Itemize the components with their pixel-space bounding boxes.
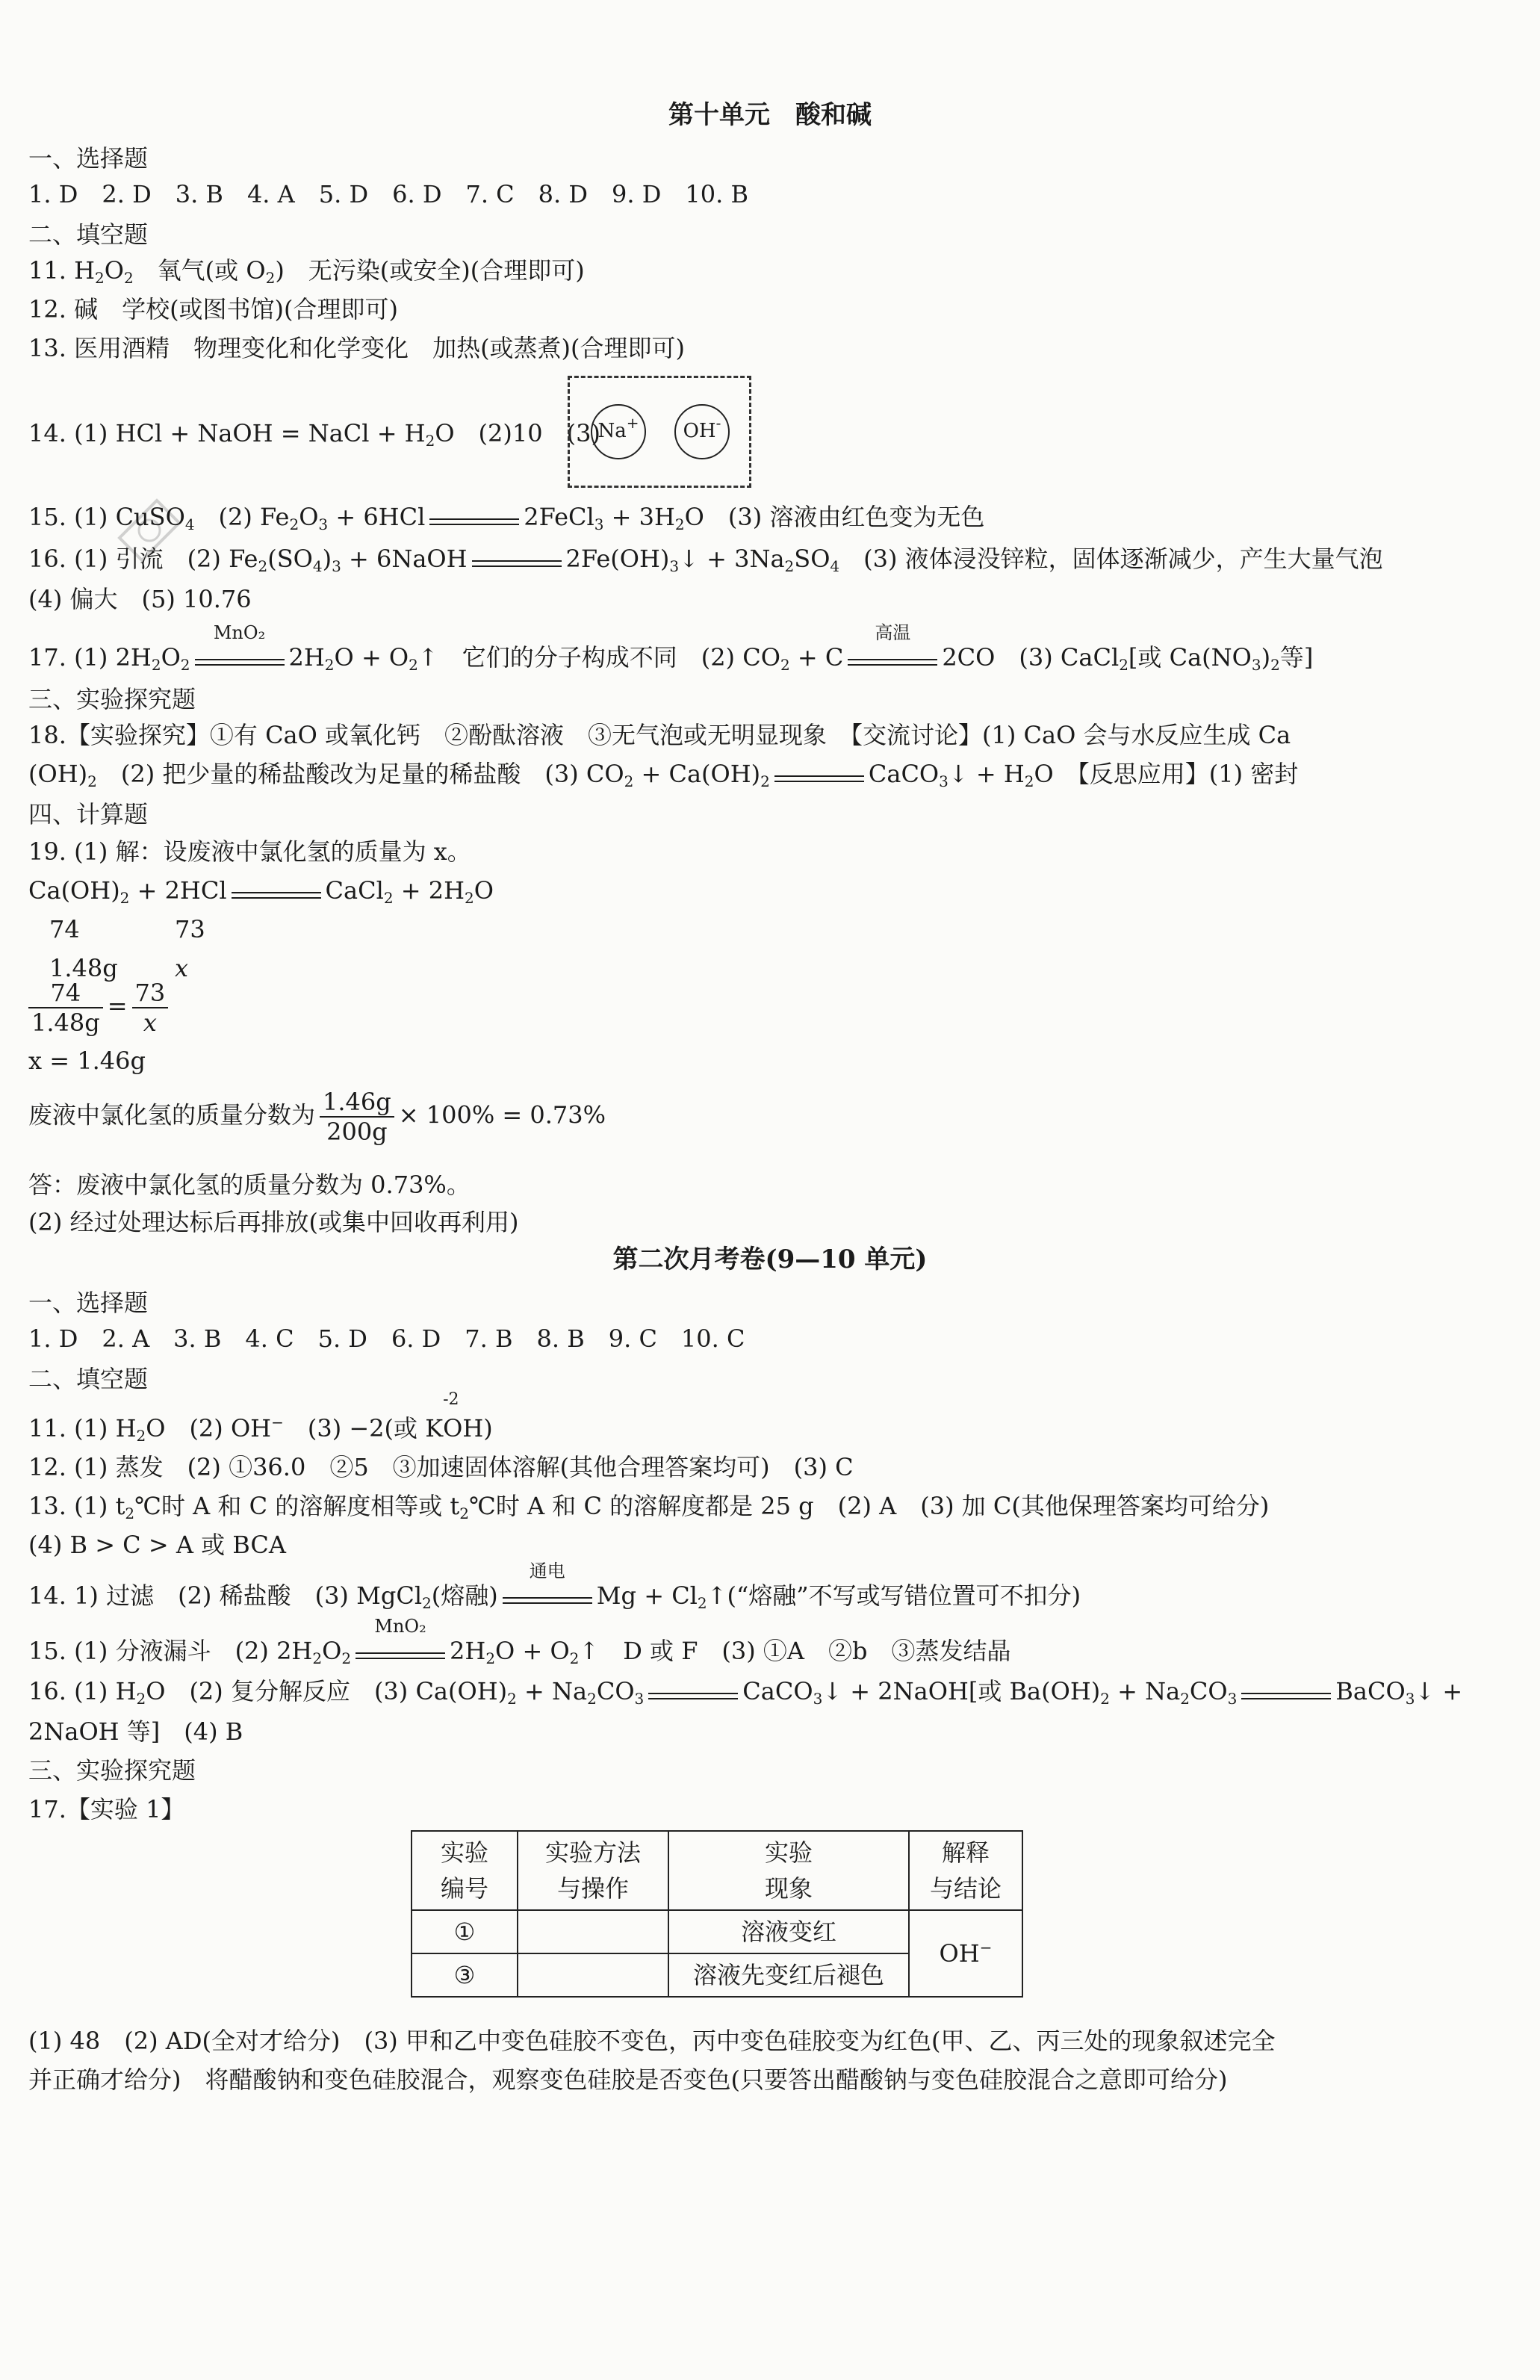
unit10-q16: 16. (1) 引流 (2) $Fe_2(SO_4)_3$ + 6NaOH $2Fe(OH)_3↓ + 3Na_2SO_4$ (3) 液体浸没锌粒，固体逐渐减少，产生大量气泡 — [28, 545, 1383, 575]
table-cell — [518, 1953, 668, 1997]
exam2-q13: 13. (1) $t_2℃$时 A 和 C 的溶解度相等或 $t_2℃$时 A 和 C 的溶解度都是 25 g (2) A (3) 加 C(其他保理答案均可给分) — [28, 1492, 1270, 1522]
unit10-q15: 15. (1) CuSO$_4$ (2) $Fe_2O_3 + 6HCl$ 2FeCl$_3$ + $3H_2O$ (3) 溶液由红色变为无色 — [28, 503, 985, 533]
hydroxide-ion-circle: OH- — [674, 404, 730, 459]
unit10-q13: 13. 医用酒精 物理变化和化学变化 加热(或蒸煮)(合理即可) — [28, 334, 686, 362]
unit10-q19-mass-ca: 74 — [49, 915, 80, 943]
table-cell: 溶液变红 — [668, 1910, 909, 1953]
unit10-q19-percent: 废液中氯化氢的质量分数为 $\frac{1.46g}{200g}$ × 100% = 0.73% — [28, 1088, 606, 1146]
table-cell-conclusion: OH− — [909, 1910, 1022, 1997]
unit10-q11: 11. $H_2O_2$ 氧气(或 $O_2$) 无污染(或安全)(合理即可) — [28, 256, 585, 287]
sodium-ion-circle: Na+ — [591, 404, 646, 459]
table-header-row — [412, 1831, 1022, 1910]
unit10-q19-value-ca: 1.48g — [49, 954, 118, 982]
catalyst-condition: MnO₂ — [195, 645, 285, 666]
unit10-q18-line1: 18.【实验探究】①有 CaO 或氧化钙 ②酚酞溶液 ③无气泡或无明显现象 【交流讨论】(1) CaO 会与水反应生成 Ca — [28, 721, 1291, 749]
unit10-q19-intro: 19. (1) 解：设废液中氯化氢的质量为 x。 — [28, 837, 471, 866]
table-header-cell: 实验 现象 — [668, 1831, 909, 1910]
catalyst-condition: MnO₂ — [355, 1639, 445, 1659]
exam2-q17: 17.【实验 1】 — [28, 1795, 185, 1823]
table-header-cell: 解释 与结论 — [909, 1831, 1022, 1910]
exam2-section-fill: 二、填空题 — [28, 1365, 149, 1393]
unit10-q17: 17. (1) $2H_2O_2$ MnO₂ $2H_2O$ + $O_2↑$ 它们的分子构成不同 (2) $CO_2 + C$ 高温 2CO (3) CaCl$_2$[或 $Ca(NO_3)_2$等] — [28, 622, 1314, 674]
exam2-q17-answer-line2: 并正确才给分) 将醋酸钠和变色硅胶混合，观察变色硅胶是否变色(只要答出醋酸钠与变色硅胶混合之意即可给分) — [28, 2066, 1228, 2094]
unit10-q19-value-x: x — [175, 954, 189, 982]
table-row — [412, 1910, 1022, 1953]
table-header-cell: 实验 编号 — [412, 1831, 518, 1910]
table-cell: ③ — [412, 1953, 518, 1997]
unit10-section-mc: 一、选择题 — [28, 144, 149, 173]
unit10-q18-line2: $(OH)_2$ (2) 把少量的稀盐酸改为足量的稀盐酸 (3) $CO_2 + Ca(OH)_2$ CaCO$_3$↓ + $H_2O$ 【反思应用】(1) 密封 — [28, 760, 1299, 790]
exam2-mc-answers: 1. D 2. A 3. B 4. C 5. D 6. D 7. B 8. B 9. C 10. C — [28, 1324, 745, 1353]
unit10-q19-mass-hcl: 73 — [175, 915, 205, 943]
exam2-q11: 11. (1) $H_2O$ (2) OH− (3) −2(或 K -2 OH) — [28, 1390, 493, 1445]
reaction-equals-sign — [774, 762, 864, 782]
high-temp-condition: 高温 — [848, 645, 937, 666]
unit10-q19-equation: $Ca(OH)_2 + 2HCl$ CaCl$_2$ + $2H_2O$ — [28, 876, 494, 907]
unit10-mc-answers: 1. D 2. D 3. B 4. A 5. D 6. D 7. C 8. D 9. D 10. B — [28, 180, 748, 208]
reaction-equals-sign — [648, 1679, 738, 1699]
reaction-equals-sign — [1241, 1679, 1331, 1699]
reaction-equals-sign — [472, 547, 562, 567]
exam2-q14: 14. 1) 过滤 (2) 稀盐酸 (3) MgCl$_2$(熔融) 通电 $Mg + Cl_2↑(“$熔融”不写或写错位置可不扣分) — [28, 1561, 1081, 1612]
unit10-q16-cont: (4) 偏大 (5) 10.76 — [28, 585, 252, 613]
unit10-section-fill: 二、填空题 — [28, 220, 149, 249]
unit10-section-exp: 三、实验探究题 — [28, 685, 196, 713]
unit10-q19-answer: 答：废液中氯化氢的质量分数为 0.73%。 — [28, 1171, 471, 1199]
ion-diagram-box — [568, 376, 751, 488]
exam2-q16: 16. (1) $H_2O$ (2) 复分解反应 (3) $Ca(OH)_2 + Na_2CO_3$ CaCO$_3$↓ + 2NaOH[或 $Ba(OH)_2 + Na_2CO_3$ BaCO$_3$↓ + — [28, 1677, 1463, 1708]
exam2-q16-cont: 2NaOH 等] (4) B — [28, 1717, 243, 1746]
unit10-title: 第十单元 酸和碱 — [668, 100, 872, 130]
exam2-q15: 15. (1) 分液漏斗 (2) $2H_2O_2$ MnO₂ $2H_2O$ + $O_2↑$ D 或 F (3) ①A ②b ③蒸发结晶 — [28, 1616, 1011, 1667]
table-cell: ① — [412, 1910, 518, 1953]
unit10-q19-part2: (2) 经过处理达标后再排放(或集中回收再利用) — [28, 1208, 519, 1236]
exam2-section-mc: 一、选择题 — [28, 1289, 149, 1317]
unit10-q19-proportion: $\frac{74}{1.48g}$ = $\frac{73}{x}$ — [28, 979, 173, 1037]
table-cell: 溶液先变红后褪色 — [668, 1953, 909, 1997]
exam2-q13-cont: (4) B > C > A 或 BCA — [28, 1531, 286, 1559]
unit10-q19-x-value: x = 1.46g — [28, 1047, 146, 1075]
unit10-section-calc: 四、计算题 — [28, 800, 149, 828]
exam2-title: 第二次月考卷(9—10 单元) — [612, 1245, 928, 1274]
reaction-equals-sign — [232, 878, 321, 899]
table-cell — [518, 1910, 668, 1953]
exam2-section-exp: 三、实验探究题 — [28, 1756, 196, 1785]
unit10-q12: 12. 碱 学校(或图书馆)(合理即可) — [28, 295, 399, 323]
reaction-equals-sign — [429, 505, 519, 525]
electrolysis-condition: 通电 — [503, 1584, 592, 1604]
table-header-cell: 实验方法 与操作 — [518, 1831, 668, 1910]
exam2-q12: 12. (1) 蒸发 (2) ①36.0 ②5 ③加速固体溶解(其他合理答案均可) (3) C — [28, 1453, 854, 1481]
unit10-q14: 14. (1) HCl + NaOH = NaCl + $H_2O$ (2)10 (3) — [28, 419, 600, 450]
exam2-q17-answer-line1: (1) 48 (2) AD(全对才给分) (3) 甲和乙中变色硅胶不变色，丙中变色硅胶变为红色(甲、乙、丙三处的现象叙述完全 — [28, 2027, 1276, 2055]
experiment-table — [411, 1830, 1023, 1998]
